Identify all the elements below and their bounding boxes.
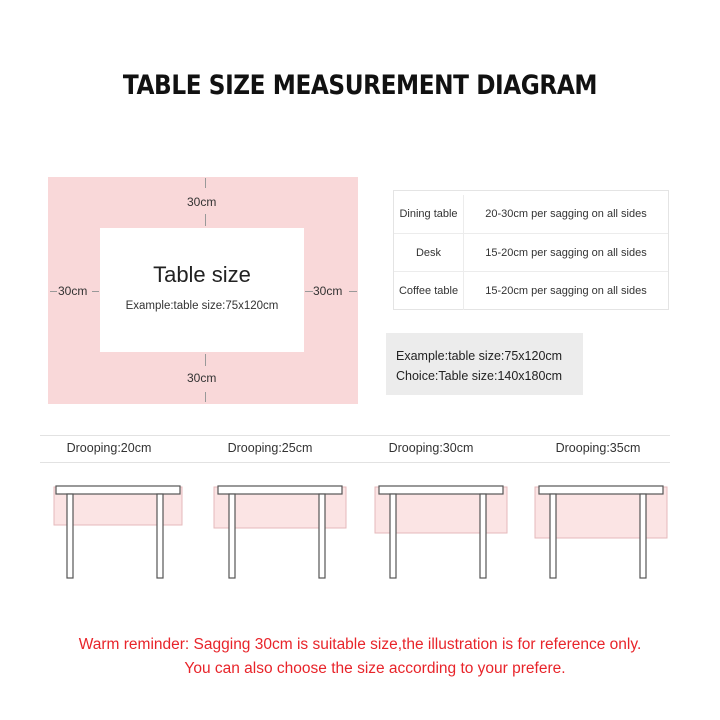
table-illustration-25 [212,484,348,580]
size-sag: 15-20cm per sagging on all sides [485,247,647,259]
size-type: Dining table [394,195,464,233]
example-box [386,333,583,395]
drooping-label: Drooping:30cm [388,441,474,455]
reminder-line-1: Warm reminder: Sagging 30cm is suitable size,the illustration is for reference only. [78,636,642,653]
dim-tick-right-inner [305,291,313,292]
table-30-icon [373,484,509,580]
dim-tick-left-inner [92,291,99,292]
table-top [100,228,304,352]
dim-top: 30cm [187,195,217,209]
example-line-1: Example:table size:75x120cm [396,349,563,363]
dim-tick-top-outer [205,178,206,188]
table-example-label: Example:table size:75x120cm [125,300,279,312]
dim-tick-bottom-outer [205,392,206,402]
size-row-dining [394,195,668,233]
dim-left: 30cm [58,284,88,298]
size-sag: 20-30cm per sagging on all sides [485,208,647,220]
size-type: Desk [394,234,464,272]
size-row-coffee [394,271,668,310]
reminder-line-2: You can also choose the size according to your prefere. [184,660,566,677]
table-35-icon [533,484,669,580]
size-type: Coffee table [394,272,464,310]
table-25-icon [212,484,348,580]
dim-tick-right-outer [349,291,357,292]
dim-bottom: 30cm [187,371,217,385]
drooping-band [40,435,670,463]
page-title: TABLE SIZE MEASUREMENT DIAGRAM [122,70,598,101]
dim-right: 30cm [313,284,343,298]
dim-tick-left-outer [50,291,57,292]
drooping-label: Drooping:20cm [66,441,152,455]
table-illustration-30 [373,484,509,580]
size-table [393,190,669,310]
band-line-bottom [40,462,670,463]
table-illustration-20 [50,484,186,580]
example-line-2: Choice:Table size:140x180cm [396,369,563,383]
band-line-top [40,435,670,436]
table-size-label: Table size [153,262,251,287]
table-illustration-35 [533,484,669,580]
table-20-icon [50,484,186,580]
size-row-desk [394,233,668,272]
dim-tick-top-inner [205,214,206,226]
drooping-label: Drooping:35cm [555,441,641,455]
drooping-label: Drooping:25cm [227,441,313,455]
dim-tick-bottom-inner [205,354,206,366]
size-sag: 15-20cm per sagging on all sides [485,285,647,297]
